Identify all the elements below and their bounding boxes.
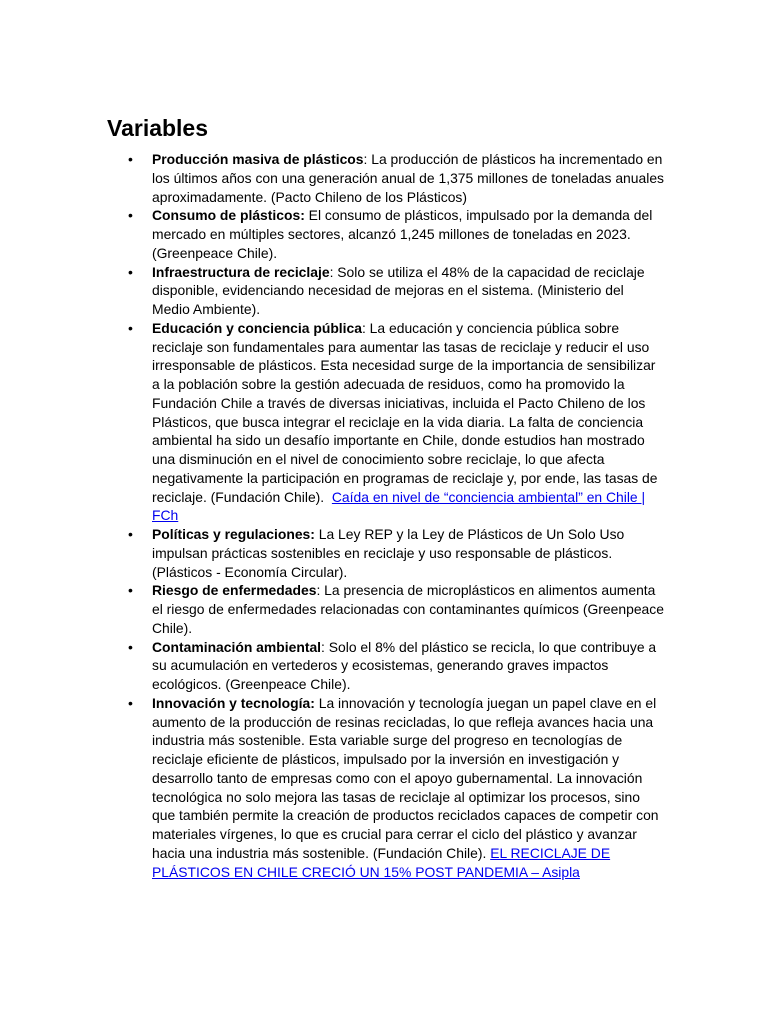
bullet-icon: • bbox=[128, 263, 133, 280]
source-link-asipla[interactable]: EL RECICLAJE DE PLÁSTICOS EN CHILE CRECIÓ UN 15% POST PANDEMIA – Asipla bbox=[152, 844, 611, 880]
list-item-riesgo bbox=[128, 581, 664, 637]
bullet-icon: • bbox=[128, 151, 133, 167]
bullet-icon: • bbox=[128, 207, 133, 224]
bullet-icon: • bbox=[128, 694, 133, 711]
item-term: Educación y conciencia pública bbox=[152, 319, 362, 336]
list-item-infraestructura bbox=[128, 263, 664, 319]
item-text: : Solo se utiliza el 48% de la capacidad de reciclaje disponible, evidenciando necesidad de mejoras en el sistema. (Ministerio del Medio Ambiente). bbox=[152, 263, 645, 317]
item-text: : La producción de plásticos ha incrementado en los últimos años con una generación anual de 1,375 millones de toneladas anuales aproximadamente. (Pacto Chileno de los Plásticos) bbox=[152, 151, 664, 205]
item-text: : La educación y conciencia pública sobre reciclaje son fundamentales para aumentar las tasas de reciclaje y reducir el uso irresponsable de plásticos. Esta necesidad surge de la importancia de sensibilizar a la población sobre la gestión adecuada de residuos, como ha promovido la Fundación Chile a través de diversas iniciativas, incluida el Pacto Chileno de los Plásticos, que busca integrar el reciclaje en la vida diaria. La falta de conciencia ambiental ha sido un desafío importante en Chile, donde estudios han mostrado una disminución en el nivel de conocimiento sobre reciclaje, lo que afecta negativamente la participación en programas de reciclaje y, por ende, las tasas de reciclaje. (Fundación Chile). bbox=[152, 319, 662, 505]
source-link-fch[interactable]: Caída en nivel de “conciencia ambiental” en Chile | FCh bbox=[152, 488, 646, 524]
bullet-icon: • bbox=[128, 582, 133, 599]
item-term: Producción masiva de plásticos bbox=[152, 151, 364, 167]
item-term: Contaminación ambiental bbox=[152, 638, 322, 655]
list-item-consumo bbox=[128, 206, 664, 262]
item-term: Riesgo de enfermedades bbox=[152, 582, 317, 599]
list-item-contaminacion bbox=[128, 638, 664, 694]
page-title: Variables bbox=[107, 115, 209, 141]
item-term: Infraestructura de reciclaje bbox=[152, 263, 330, 280]
item-term: Políticas y regulaciones: bbox=[152, 526, 315, 542]
item-term: Innovación y tecnología: bbox=[152, 694, 315, 711]
list-item-innovacion bbox=[128, 694, 664, 882]
list-item-educacion bbox=[128, 319, 664, 525]
variables-list bbox=[128, 150, 664, 881]
bullet-icon: • bbox=[128, 526, 133, 542]
item-term: Consumo de plásticos: bbox=[152, 207, 305, 224]
item-text: El consumo de plásticos, impulsado por la demanda del mercado en múltiples sectores, alcanzó 1,245 millones de toneladas en 2023. (Greenpeace Chile). bbox=[152, 207, 653, 261]
list-item-produccion bbox=[128, 150, 664, 206]
item-text: La innovación y tecnología juegan un papel clave en el aumento de la producción de resinas recicladas, lo que refleja avances hacia una industria más sostenible. Esta variable surge del progreso en tecnologías de reciclaje eficiente de plásticos, impulsado por la inversión en investigación y desarrollo tanto de empresas como con el apoyo gubernamental. La innovación tecnológica no solo mejora las tasas de reciclaje al optimizar los procesos, sino que también permite la creación de productos reciclados capaces de competir con materiales vírgenes, lo que es crucial para cerrar el ciclo del plástico y avanzar hacia una industria más sostenible. (Fundación Chile). bbox=[152, 694, 659, 861]
item-text: : La presencia de microplásticos en alimentos aumenta el riesgo de enfermedades relacionadas con contaminantes químicos (Greenpeace Chile). bbox=[152, 582, 664, 636]
item-text: : Solo el 8% del plástico se recicla, lo que contribuye a su acumulación en vertederos y ecosistemas, generando graves impactos ecológicos. (Greenpeace Chile). bbox=[152, 638, 657, 692]
bullet-icon: • bbox=[128, 638, 133, 655]
list-item-politicas bbox=[128, 525, 664, 581]
item-text: La Ley REP y la Ley de Plásticos de Un Solo Uso impulsan prácticas sostenibles en reciclaje y uso responsable de plásticos. (Plásticos - Economía Circular). bbox=[152, 526, 625, 580]
bullet-icon: • bbox=[128, 319, 133, 336]
